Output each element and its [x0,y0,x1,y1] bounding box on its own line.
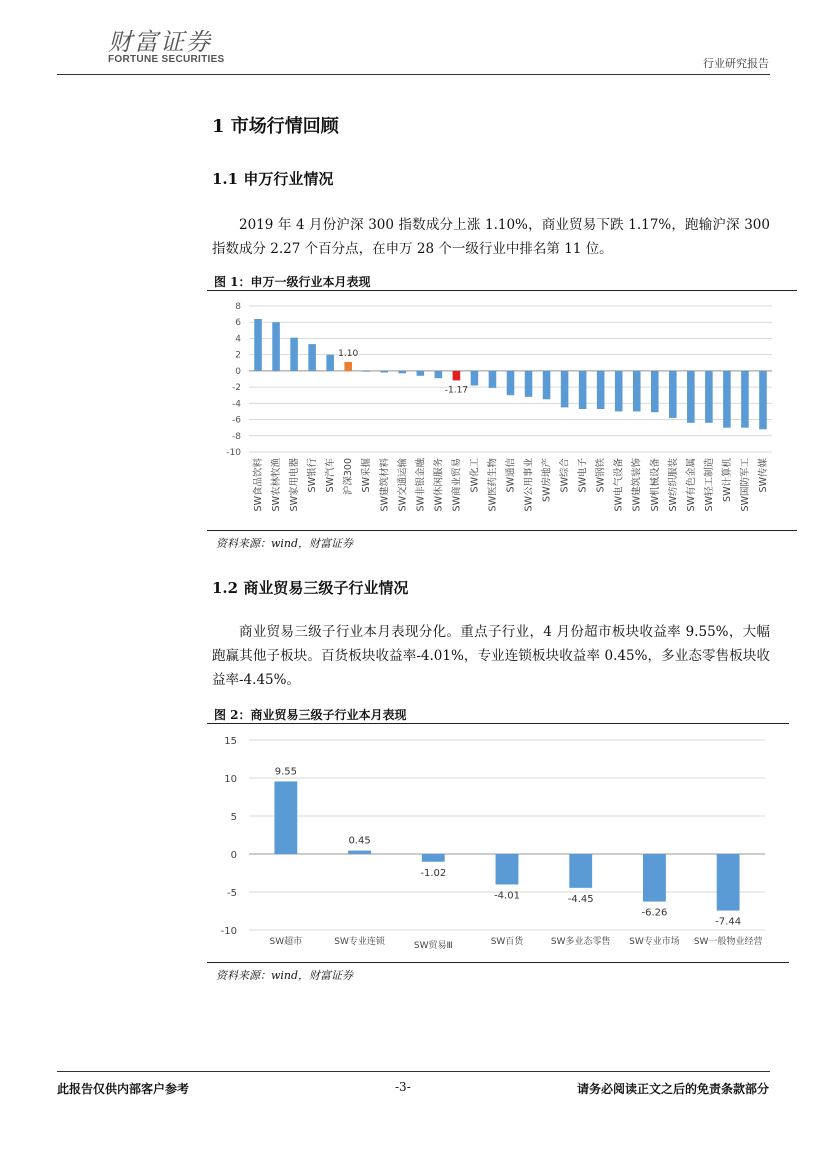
figure-1-source: 资料来源：wind，财富证券 [216,537,354,550]
bar [651,371,659,412]
bar [399,371,407,373]
bar [362,371,370,372]
bar [615,371,623,412]
x-tick-label: SW通信 [505,458,517,493]
bar [759,371,767,429]
bar [669,371,677,418]
y-tick-label: 2 [235,350,241,361]
figure-2-top-rule [207,723,789,724]
x-tick-label: SW电气设备 [613,458,625,512]
x-tick-label: SW多业态零售 [550,937,611,947]
footer-divider [57,1071,770,1072]
data-label: -1.17 [444,385,469,396]
bar [290,338,298,371]
y-tick-label: 0 [235,366,241,377]
y-tick-label: -10 [220,926,237,937]
x-tick-label: SW钢铁 [595,458,607,493]
x-tick-label: SW计算机 [721,458,733,502]
bar [717,854,740,911]
x-tick-label: SW专业市场 [629,937,680,947]
section-title: 1 市场行情回顾 [212,116,339,137]
y-tick-label: -10 [226,448,241,458]
x-tick-label: SW超市 [269,937,303,947]
bar [643,854,666,902]
x-tick-label: SW银行 [307,458,319,493]
x-tick-label: SW专业连锁 [334,937,385,947]
page-number: -3- [395,1080,411,1094]
bar [344,362,352,371]
x-tick-label: SW房地产 [541,458,553,502]
data-label: -1.02 [420,867,447,879]
bar [496,854,519,884]
y-tick-label: -5 [227,888,237,899]
figure-2-title: 图 2：商业贸易三级子行业本月表现 [214,708,407,722]
y-tick-label: 6 [235,318,241,329]
paragraph-2: 商业贸易三级子行业本月表现分化。重点子行业，4 月份超市板块收益率 9.55%，大幅跑赢其他子板块。百货板块收益率-4.01%，专业连锁板块收益率 0.45%，多业态零售板块收益率-4.45%。 [212,624,770,688]
industry-bar-chart [207,294,797,526]
data-label: 1.10 [338,348,359,359]
bar [380,371,388,373]
y-tick-label: 5 [230,812,237,823]
footer-disclaimer-left: 此报告仅供内部客户参考 [57,1082,190,1096]
y-tick-label: -6 [232,415,241,426]
x-tick-label: SW一般物业经营 [693,937,763,947]
y-tick-label: 8 [235,302,241,312]
bar [597,371,605,409]
y-tick-label: 0 [230,850,237,861]
x-tick-label: SW汽车 [325,458,337,493]
x-tick-label: SW百货 [490,937,524,947]
x-tick-label: SW农林牧渔 [271,458,283,512]
data-label: -7.44 [715,916,742,928]
bar [561,371,569,408]
y-tick-label: 10 [224,774,237,785]
bar [453,371,461,380]
bar [471,371,479,386]
doc-type-label: 行业研究报告 [703,57,769,70]
x-tick-label: SW采掘 [361,458,373,493]
x-tick-label: SW电子 [577,458,589,493]
bar [525,371,533,397]
x-tick-label: SW国防军工 [739,458,751,512]
x-tick-label: SW交通运输 [397,458,409,512]
x-tick-label: SW有色金属 [685,458,697,512]
data-label: 9.55 [274,766,297,778]
bar [348,851,371,854]
subindustry-bar-chart [207,727,789,959]
y-tick-label: -4 [232,399,241,410]
bar [741,371,749,428]
figure-2-source: 资料来源：wind，财富证券 [216,969,354,982]
y-tick-label: 15 [224,736,237,747]
bar [326,355,334,371]
x-tick-label: SW建筑材料 [379,458,391,512]
subsection-title-2: 1.2 商业贸易三级子行业情况 [212,579,409,597]
bar [274,781,297,854]
figure-1-title: 图 1：申万一级行业本月表现 [214,275,371,289]
bar [422,854,445,862]
bar [543,371,551,399]
x-tick-label: SW纺织服装 [667,457,679,512]
x-tick-label: SW化工 [469,458,481,493]
figure-1-bottom-rule [207,530,797,531]
data-label: -4.01 [494,890,520,902]
bar [569,854,592,888]
x-tick-label: SW休闲服务 [433,458,445,512]
x-tick-label: SW建筑装饰 [631,458,643,512]
header-divider [57,74,770,75]
bar [687,371,695,423]
figure-2-bottom-rule [207,962,789,963]
bar [308,344,316,371]
bar [435,371,443,378]
footer-disclaimer-right: 请务必阅读正文之后的免责条款部分 [576,1082,769,1096]
bar [417,371,425,376]
data-label: 0.45 [348,835,371,847]
y-tick-label: -8 [232,431,241,442]
bar [272,322,280,371]
x-tick-label: SW公用事业 [523,458,535,512]
data-label: -4.45 [567,893,594,905]
x-tick-label: SW轻工制造 [703,457,715,512]
x-tick-label: SW综合 [559,458,571,493]
x-tick-label: SW商业贸易 [451,458,463,512]
x-tick-label: SW贸易Ⅲ [413,941,453,951]
company-logo-cn: 财富证券 [108,28,212,56]
x-tick-label: SW食品饮料 [253,458,265,512]
bar [489,371,497,388]
y-tick-label: 4 [235,334,241,345]
y-tick-label: -2 [232,383,241,394]
bar [705,371,713,423]
x-tick-label: SW非银金融 [415,458,427,512]
x-tick-label: SW传媒 [757,458,769,493]
x-tick-label: SW机械设备 [649,458,661,512]
x-tick-label: 沪深300 [343,458,355,496]
bar [254,319,262,371]
x-tick-label: SW医药生物 [487,458,499,512]
bar [723,371,731,428]
x-tick-label: SW家用电器 [289,458,301,512]
bar [507,371,515,395]
subsection-title-1: 1.1 申万行业情况 [212,170,334,188]
paragraph-1: 2019 年 4 月份沪深 300 指数成分上涨 1.10%，商业贸易下跌 1.17%，跑输沪深 300 指数成分 2.27 个百分点，在申万 28 个一级行业中排名第 11 位。 [212,217,770,257]
bar [633,371,641,412]
data-label: -6.26 [641,907,668,919]
bar [579,371,587,409]
company-logo-en: FORTUNE SECURITIES [108,54,225,65]
figure-1-top-rule [207,290,797,291]
